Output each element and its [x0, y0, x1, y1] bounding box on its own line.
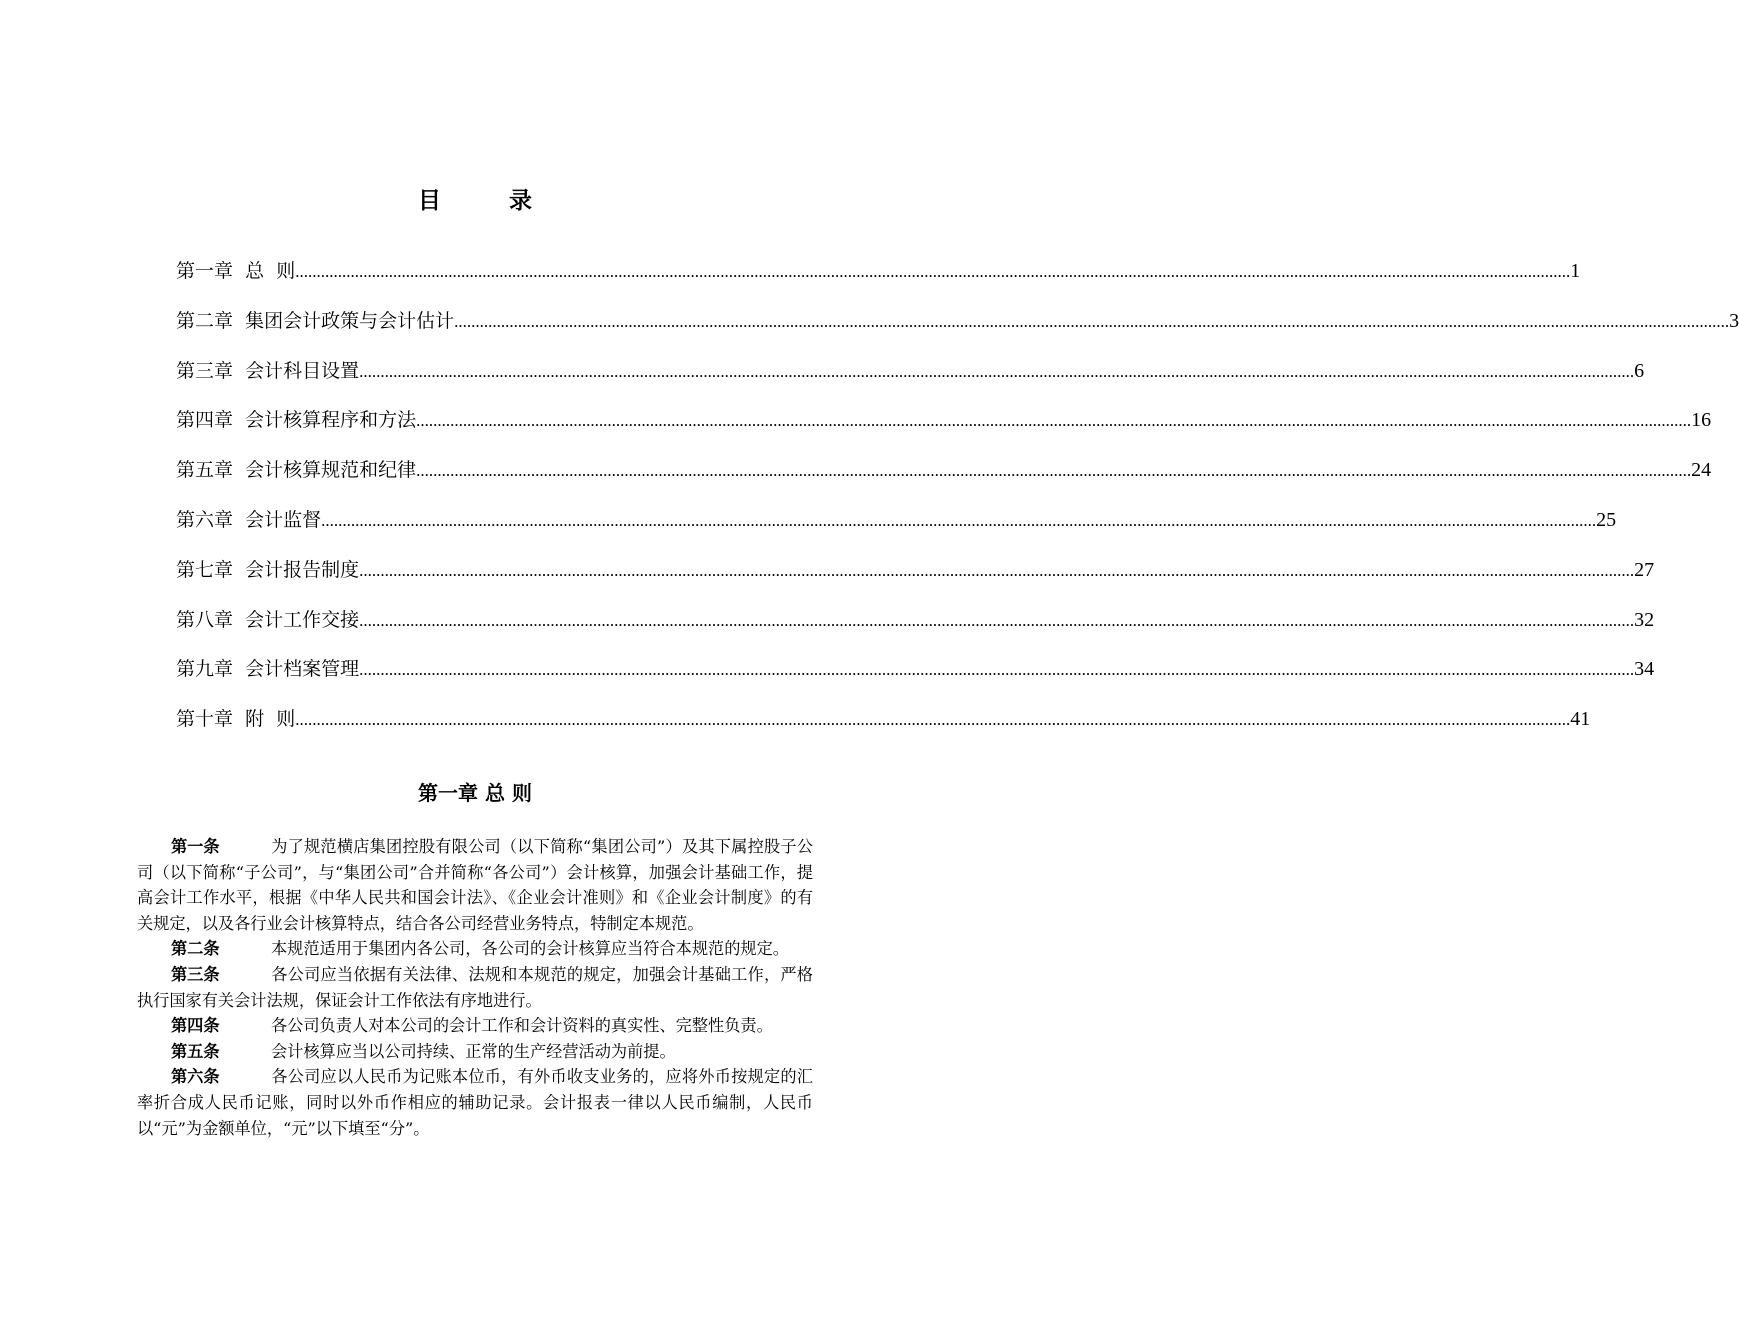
toc-entry[interactable] — [176, 256, 1581, 306]
toc-page-number: 1 — [1570, 260, 1581, 282]
toc-chapter-number: 第十章 — [176, 708, 234, 731]
article-paragraph — [137, 962, 813, 1013]
toc-chapter-name: 会计核算规范和纪律 — [245, 459, 417, 482]
toc-page-number: 6 — [1634, 359, 1645, 382]
article-label: 第三条 — [171, 964, 220, 984]
article-label: 第四条 — [171, 1016, 220, 1036]
toc-chapter-name: 会计核算程序和方法 — [245, 409, 417, 432]
toc-chapter-number: 第四章 — [176, 409, 234, 432]
toc-leader-dots: ............................................................................................................................................................................................................................................................................................................ — [454, 311, 1730, 331]
article-label: 第五条 — [171, 1041, 220, 1061]
toc-page-number: 41 — [1570, 708, 1591, 731]
toc-chapter-number: 第七章 — [176, 558, 234, 581]
toc-entry[interactable] — [176, 555, 1655, 605]
chapter-body — [137, 834, 813, 1141]
article-text: 各公司应当依据有关法律、法规和本规范的规定，加强会计基础工作，严格执行国家有关会计法规，保证会计工作依法有序地进行。 — [137, 964, 813, 1010]
article-paragraph — [137, 834, 813, 936]
toc-leader-dots: ............................................................................................................................................................................................................................................................................................................ — [359, 361, 1635, 381]
article-text: 会计核算应当以公司持续、正常的生产经营活动为前提。 — [271, 1041, 676, 1061]
toc-leader-dots: ............................................................................................................................................................................................................................................................................................................ — [416, 411, 1692, 431]
toc-entry[interactable] — [176, 455, 1712, 505]
toc-chapter-number: 第三章 — [176, 359, 234, 382]
article-paragraph — [137, 1039, 813, 1065]
toc-leader-dots: ............................................................................................................................................................................................................................................................................................................ — [359, 560, 1635, 580]
toc-entry[interactable] — [176, 704, 1591, 754]
toc-leader-dots: ............................................................................................................................................................................................................................................................................................................ — [321, 510, 1597, 530]
toc-leader-dots: ............................................................................................................................................................................................................................................................................................................ — [416, 461, 1692, 481]
toc-chapter-number: 第八章 — [176, 608, 234, 631]
toc-entry[interactable] — [176, 505, 1617, 555]
toc-page-number: 32 — [1634, 608, 1655, 631]
toc-chapter-name: 会计科目设置 — [245, 359, 360, 382]
toc-leader-dots: ............................................................................................................................................................................................................................................................................................................ — [359, 610, 1635, 630]
article-label: 第六条 — [171, 1067, 220, 1087]
toc-leader-dots: ............................................................................................................................................................................................................................................................................................................ — [359, 660, 1635, 680]
chapter-heading: 第一章 总 则 — [418, 781, 532, 805]
toc-entry[interactable] — [176, 654, 1655, 704]
toc-chapter-number: 第一章 — [176, 260, 234, 282]
toc-page-number: 27 — [1634, 558, 1655, 581]
toc-chapter-number: 第六章 — [176, 508, 234, 531]
toc-entry[interactable] — [176, 405, 1712, 455]
article-paragraph — [137, 1064, 813, 1141]
article-label: 第一条 — [171, 837, 220, 856]
toc-leader-dots: ............................................................................................................................................................................................................................................................................................................ — [295, 710, 1571, 730]
toc-page-number: 16 — [1691, 409, 1712, 432]
toc-page-number: 25 — [1596, 508, 1617, 531]
article-text: 本规范适用于集团内各公司，各公司的会计核算应当符合本规范的规定。 — [271, 939, 789, 959]
toc-entry[interactable] — [176, 605, 1655, 655]
toc-chapter-name: 集团会计政策与会计估计 — [245, 309, 455, 332]
toc-page-number: 24 — [1691, 459, 1712, 482]
toc-entry[interactable] — [176, 306, 1739, 356]
toc-chapter-name: 总 则 — [245, 260, 296, 282]
article-paragraph — [137, 1013, 813, 1039]
toc-entry[interactable] — [176, 356, 1645, 406]
article-paragraph — [137, 936, 813, 962]
article-label: 第二条 — [171, 939, 220, 959]
toc-page-number: 34 — [1634, 658, 1655, 681]
toc-chapter-name: 会计工作交接 — [245, 608, 360, 631]
toc-page-number: 3 — [1729, 309, 1739, 332]
article-text: 为了规范横店集团控股有限公司（以下简称“集团公司”）及其下属控股子公司（以下简称“子公司”，与“集团公司”合并简称“各公司”）会计核算，加强会计基础工作，提高会计工作水平，根据《中华人民共和国会计法》、《企业会计准则》和《企业会计制度》的有关规定，以及各行业会计核算特点，结合各公司经营业务特点，特制定本规范。 — [137, 837, 813, 933]
table-of-contents — [176, 256, 1739, 754]
toc-chapter-number: 第五章 — [176, 459, 234, 482]
toc-chapter-name: 附 则 — [245, 708, 296, 731]
toc-chapter-number: 第九章 — [176, 658, 234, 681]
toc-chapter-name: 会计档案管理 — [245, 658, 360, 681]
toc-chapter-number: 第二章 — [176, 309, 234, 332]
toc-leader-dots: ............................................................................................................................................................................................................................................................................................................ — [295, 262, 1571, 281]
article-text: 各公司负责人对本公司的会计工作和会计资料的真实性、完整性负责。 — [271, 1016, 773, 1036]
toc-title: 目 录 — [417, 188, 562, 214]
toc-chapter-name: 会计报告制度 — [245, 558, 360, 581]
article-text: 各公司应以人民币为记账本位币，有外币收支业务的，应将外币按规定的汇率折合成人民币记账，同时以外币作相应的辅助记录。会计报表一律以人民币编制，人民币以“元”为金额单位，“元”以下填至“分”。 — [137, 1067, 813, 1138]
toc-chapter-name: 会计监督 — [245, 508, 322, 531]
